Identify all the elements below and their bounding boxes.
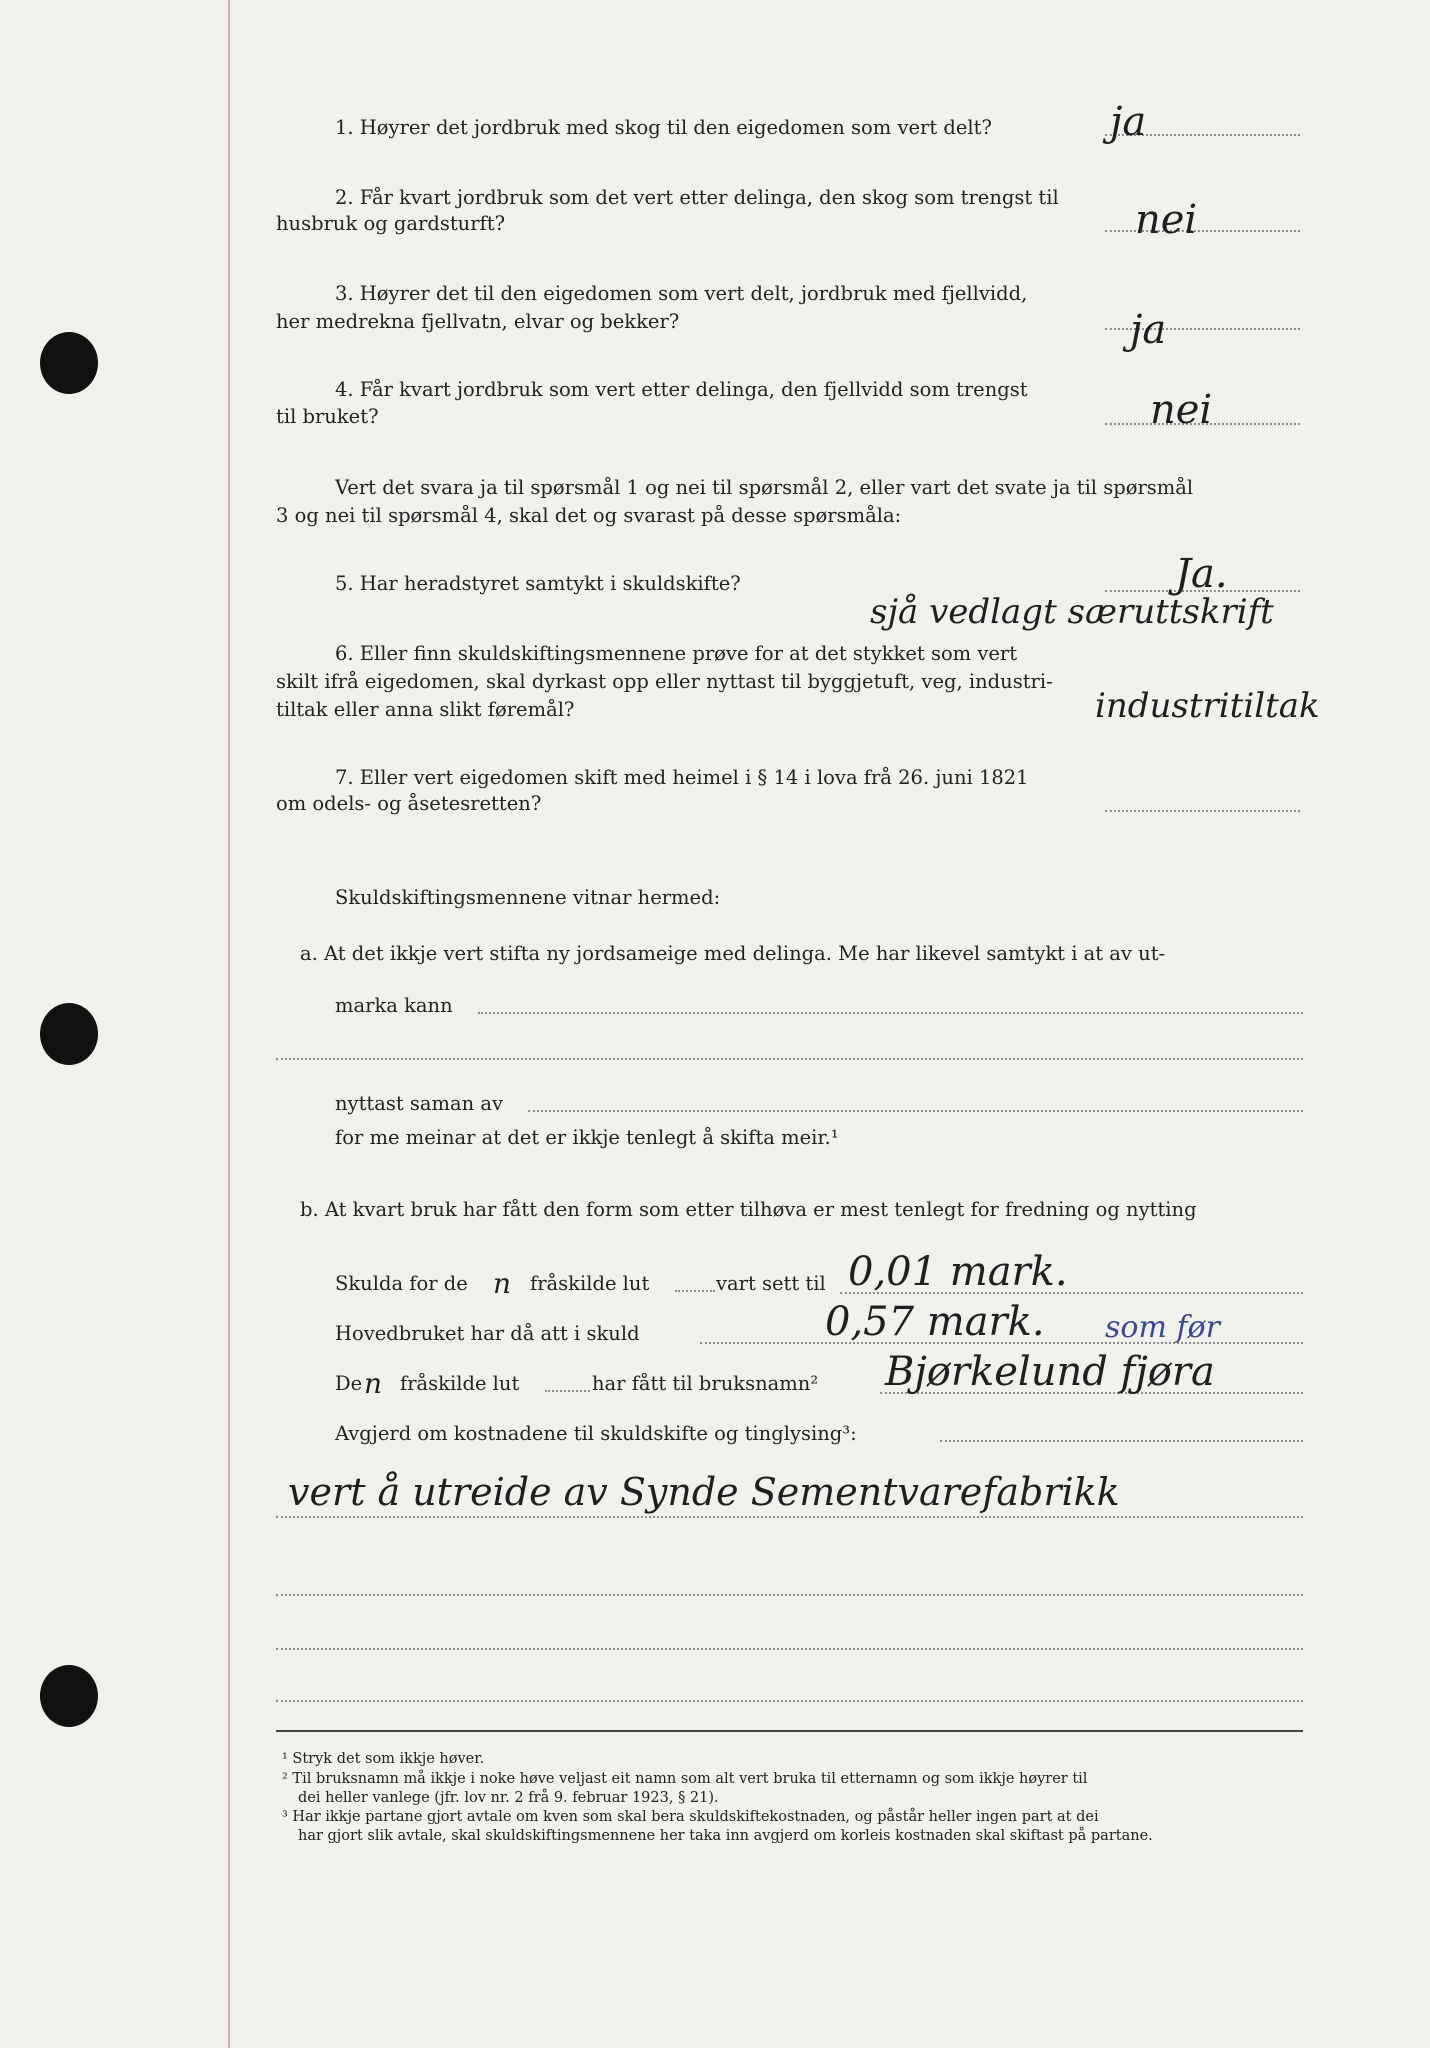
question-4-line-2: til bruket? (276, 405, 379, 428)
answer-6: industritiltak (1095, 686, 1320, 726)
instruction-line-2: 3 og nei til spørsmål 4, skal det og svarast på desse spørsmåla: (276, 504, 902, 527)
answer-line (1105, 810, 1300, 812)
footnote-1: ¹ Stryk det som ikkje høver. (282, 1751, 485, 1767)
answer-5-note: sjå vedlagt særuttskrift (870, 592, 1274, 632)
margin-line (228, 0, 230, 2048)
fill-line (276, 1700, 1303, 1702)
footnote-3-line-2: har gjort slik avtale, skal skuldskiftingsmennene her taka inn avgjerd om korleis kostnaden skal skiftast på partane. (298, 1828, 1153, 1844)
witness-a-line-3: nyttast saman av (335, 1092, 504, 1115)
witness-b-line-1: b. At kvart bruk har fått den form som etter tilhøva er mest tenlegt for fredning og nytting (300, 1198, 1197, 1221)
fill-line (528, 1110, 1303, 1112)
question-7-line-1: 7. Eller vert eigedomen skift med heimel i § 14 i lova frå 26. juni 1821 (335, 766, 1029, 789)
bruksnamn-insert: n (364, 1367, 383, 1400)
instruction-line-1: Vert det svara ja til spørsmål 1 og nei til spørsmål 2, eller vart det svate ja til spørsmål (335, 476, 1194, 499)
witness-a-line-4: for me meinar at det er ikkje tenlegt å skifta meir.¹ (335, 1126, 839, 1149)
footnote-2-line-1: ² Til bruksnamn må ikkje i noke høve veljast eit namn som alt vert bruka til etternamn og som ikkje høyrer til (282, 1771, 1088, 1787)
question-3-line-2: her medrekna fjellvatn, elvar og bekker? (276, 310, 680, 333)
skulda-insert: n (493, 1267, 512, 1300)
fill-line (675, 1290, 715, 1292)
fill-line (940, 1440, 1303, 1442)
witness-heading: Skuldskiftingsmennene vitnar hermed: (335, 886, 721, 909)
skulda-label-2: fråskilde lut (530, 1272, 650, 1295)
bruksnamn-label-2: fråskilde lut (400, 1372, 520, 1395)
fill-line (276, 1516, 1303, 1518)
answer-4: nei (1150, 387, 1213, 433)
bruksnamn-label-3: har fått til bruksnamn² (592, 1372, 819, 1395)
hovedbruk-label: Hovedbruket har då att i skuld (335, 1322, 640, 1345)
bruksnamn-value: Bjørkelund fjøra (885, 1349, 1215, 1395)
punch-hole (40, 1003, 98, 1065)
witness-a-line-2: marka kann (335, 994, 453, 1017)
avgjerd-value: vert å utreide av Synde Sementvarefabrikk (288, 1470, 1120, 1514)
fill-line (545, 1390, 590, 1392)
footnote-rule (276, 1730, 1303, 1732)
bruksnamn-label-1: De (335, 1372, 363, 1395)
question-1: 1. Høyrer det jordbruk med skog til den eigedomen som vert delt? (335, 116, 992, 139)
footnote-3-line-1: ³ Har ikkje partane gjort avtale om kven som skal bera skuldskiftekostnaden, og påstår heller ingen part at dei (282, 1809, 1099, 1825)
avgjerd-label: Avgjerd om kostnadene til skuldskifte og tinglysing³: (335, 1422, 857, 1445)
question-6-line-1: 6. Eller finn skuldskiftingsmennene prøve for at det stykket som vert (335, 642, 1018, 665)
fill-line (276, 1058, 1303, 1060)
question-6-line-3: tiltak eller anna slikt føremål? (276, 698, 575, 721)
question-3-line-1: 3. Høyrer det til den eigedomen som vert delt, jordbruk med fjellvidd, (335, 282, 1028, 305)
question-4-line-1: 4. Får kvart jordbruk som vert etter delinga, den fjellvidd som trengst (335, 378, 1028, 401)
question-5: 5. Har heradstyret samtykt i skuldskifte? (335, 572, 741, 595)
punch-hole (40, 332, 98, 394)
question-7-line-2: om odels- og åsetesretten? (276, 792, 542, 815)
question-2-line-2: husbruk og gardsturft? (276, 212, 506, 235)
hovedbruk-value: 0,57 mark. (825, 1299, 1045, 1345)
skulda-label-3: vart sett til (716, 1272, 826, 1295)
hovedbruk-extra: som før (1105, 1310, 1220, 1345)
answer-5: Ja. (1175, 551, 1228, 597)
fill-line (478, 1012, 1303, 1014)
answer-2: nei (1135, 197, 1198, 243)
footnote-2-line-2: dei heller vanlege (jfr. lov nr. 2 frå 9. februar 1923, § 21). (298, 1790, 719, 1806)
question-2-line-1: 2. Får kvart jordbruk som det vert etter delinga, den skog som trengst til (335, 186, 1059, 209)
answer-3: ja (1130, 307, 1167, 353)
witness-a-line-1: a. At det ikkje vert stifta ny jordsameige med delinga. Me har likevel samtykt i at av ut- (300, 942, 1166, 965)
question-6-line-2: skilt ifrå eigedomen, skal dyrkast opp eller nyttast til byggjetuft, veg, industri- (276, 670, 1053, 693)
answer-1: ja (1110, 99, 1147, 145)
skulda-label-1: Skulda for de (335, 1272, 468, 1295)
fill-line (276, 1648, 1303, 1650)
fill-line (276, 1594, 1303, 1596)
skulda-value: 0,01 mark. (848, 1249, 1068, 1295)
punch-hole (40, 1665, 98, 1727)
